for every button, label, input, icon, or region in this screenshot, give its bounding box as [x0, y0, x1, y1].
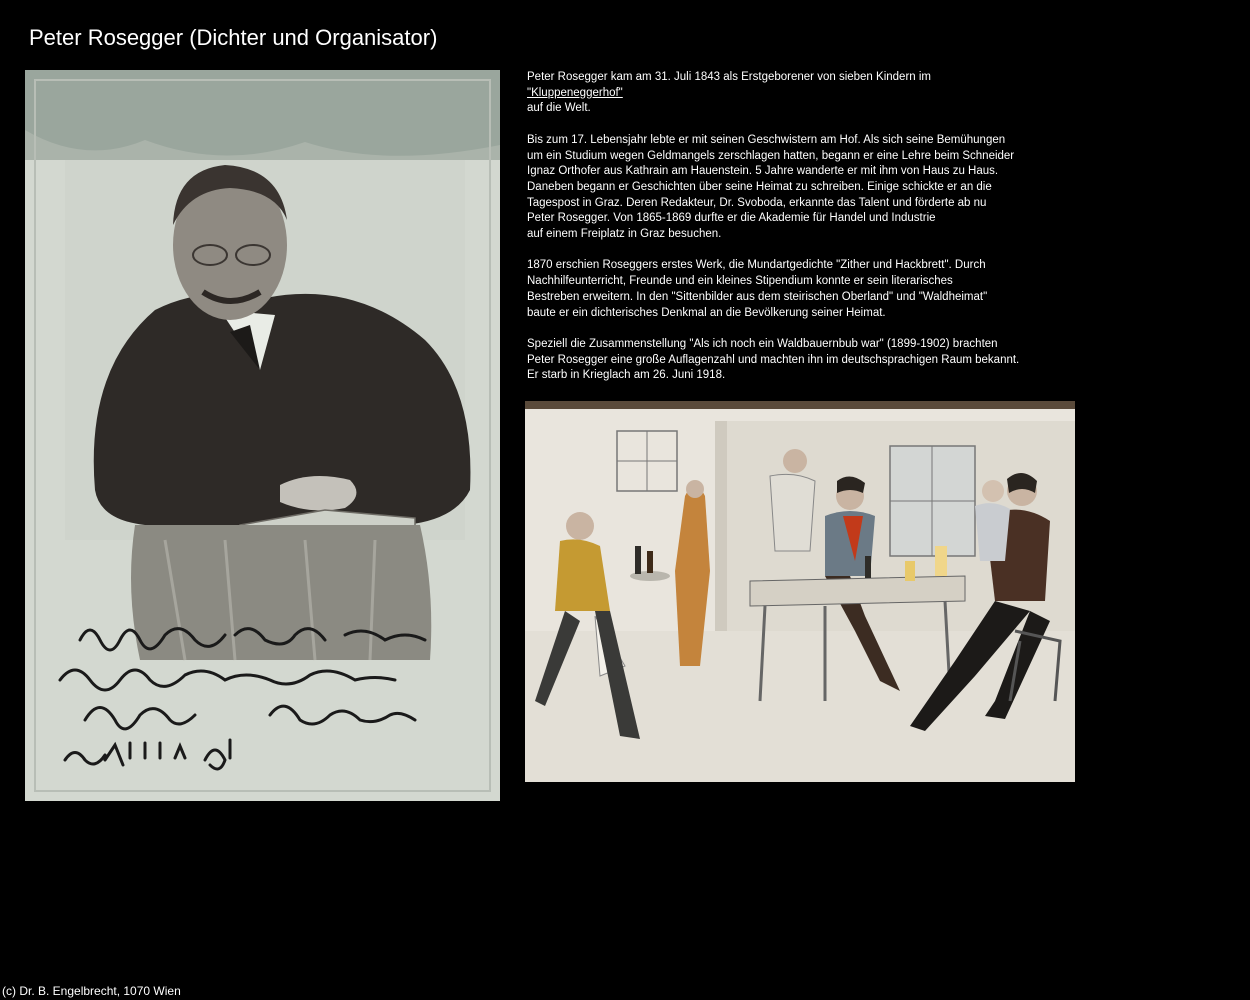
bio-line: Tagespost in Graz. Deren Redakteur, Dr. Svoboda, erkannte das Talent und förderte ab nu: [527, 196, 987, 209]
bio-line: Speziell die Zusammenstellung "Als ich noch ein Waldbauernbub war" (1899-1902) brachten: [527, 337, 998, 350]
portrait-photo: [25, 70, 500, 801]
copyright-footer: (c) Dr. B. Engelbrecht, 1070 Wien: [2, 984, 181, 998]
bio-paragraph-2: [527, 133, 1067, 243]
page-title: Peter Rosegger (Dichter und Organisator): [29, 25, 438, 50]
bio-line: baute er ein dichterisches Denkmal an die Bevölkerung seiner Heimat.: [527, 306, 886, 319]
bio-line: Peter Rosegger. Von 1865-1869 durfte er die Akademie für Handel und Industrie: [527, 212, 936, 225]
bio-line: Er starb in Krieglach am 26. Juni 1918.: [527, 369, 726, 382]
tavern-drawing: [525, 401, 1075, 782]
bio-line: Bis zum 17. Lebensjahr lebte er mit seinen Geschwistern am Hof. Als sich seine Bemühungen: [527, 133, 1006, 146]
biography-text: [527, 70, 1067, 400]
bio-intro-text: Peter Rosegger kam am 31. Juli 1843 als Erstgeborener von sieben Kindern im: [527, 71, 931, 83]
bio-line: Peter Rosegger eine große Auflagenzahl und machten ihn im deutschsprachigen Raum bekannt.: [527, 353, 1020, 366]
kluppeneggerhof-link[interactable]: "Kluppeneggerhof": [527, 86, 623, 99]
bio-line: auf einem Freiplatz in Graz besuchen.: [527, 228, 722, 241]
bio-line: Nachhilfeunterricht, Freunde und ein kleines Stipendium konnte er sein literarisches: [527, 275, 953, 288]
bio-line: Bestreben erweitern. In den "Sittenbilder aus dem steirischen Oberland" und "Waldheimat": [527, 290, 988, 303]
bio-line: 1870 erschien Roseggers erstes Werk, die Mundartgedichte "Zither und Hackbrett". Durch: [527, 259, 986, 272]
bio-line: Daneben begann er Geschichten über seine Heimat zu schreiben. Einige schickte er an die: [527, 180, 992, 193]
bio-line: Ignaz Orthofer aus Kathrain am Hauenstein. 5 Jahre wanderte er mit ihm von Haus zu Haus.: [527, 165, 999, 178]
bio-paragraph-3: [527, 258, 1067, 321]
bio-intro-tail: auf die Welt.: [527, 102, 591, 115]
bio-paragraph-4: [527, 337, 1067, 384]
bio-paragraph-1: [527, 70, 1067, 117]
bio-line: um ein Studium wegen Geldmangels zerschlagen hatten, begann er eine Lehre beim Schneider: [527, 149, 1015, 162]
